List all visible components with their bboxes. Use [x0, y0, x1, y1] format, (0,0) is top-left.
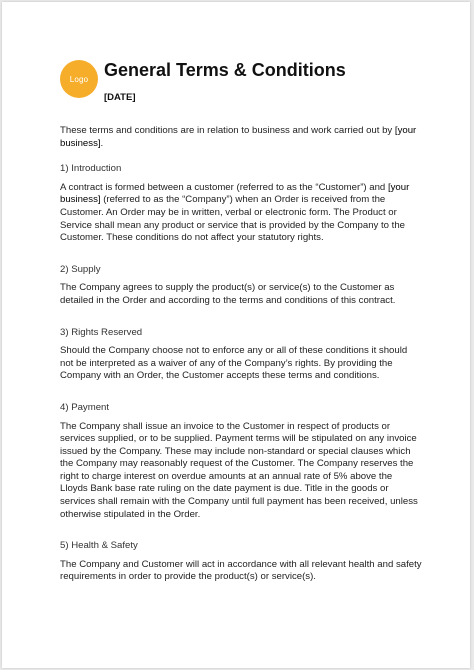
section-payment [60, 402, 422, 521]
business-placeholder: [your business] [60, 125, 417, 149]
document-body [60, 125, 422, 603]
section-text: A contract is formed between a customer (referred to as the “Customer”) and [60, 181, 388, 193]
section-supply [60, 264, 422, 308]
section-heading: 1) Introduction [60, 163, 122, 175]
section-health-safety [60, 540, 422, 584]
business-placeholder: [your business] [60, 181, 410, 206]
document-page [2, 2, 470, 668]
section-heading: 5) Health & Safety [60, 540, 138, 552]
logo-label: Logo [69, 74, 89, 84]
section-body [60, 182, 422, 245]
section-body: Should the Company choose not to enforce any or all of these conditions it should not be interpreted as a waiver of any of the Company’s rights. By providing the Company with an Order, the Customer accepts these terms and conditions. [60, 345, 408, 382]
section-heading: 2) Supply [60, 263, 101, 275]
section-body: The Company agrees to supply the product(s) or service(s) to the Customer as detailed in the Order and according to the terms and conditions of this contract. [60, 282, 396, 306]
section-text-continued: (referred to as the “Company”) when an Order is received from the Customer. An Order may be in written, verbal or electronic form. The Product or Service shall mean any product or service that is provided by the Company to the Customer. These conditions do not affect your statutory rights. [60, 194, 406, 244]
intro-text-end: . [100, 137, 104, 149]
logo [60, 60, 98, 98]
document-title: General Terms & Conditions [104, 60, 346, 80]
document-header [60, 58, 440, 108]
section-body: The Company and Customer will act in accordance with all relevant health and safety requirements in order to provide the product(s) or service(s). [60, 558, 422, 583]
intro-text: These terms and conditions are in relation to business and work carried out by [60, 125, 395, 136]
intro-paragraph [60, 125, 422, 150]
section-body: The Company shall issue an invoice to the Customer in respect of products or services supplied, or to be supplied. Payment terms will be stipulated on any invoice issued by the Company. These may include non-standard or special clauses which the Company may reasonably request of the Customer. The Company reserves the right to charge interest on overdue amounts at an annual rate of 5% above the Lloyds Bank base rate ruling on the date payment is due. Title in the goods or services shall remain with the Company until full payment has been received, unless otherwise stipulated in the Order. [60, 420, 418, 520]
document-date: [DATE] [104, 92, 136, 103]
section-introduction [60, 163, 422, 245]
section-rights-reserved [60, 327, 422, 383]
section-heading: 4) Payment [60, 401, 110, 413]
section-heading: 3) Rights Reserved [60, 326, 143, 338]
